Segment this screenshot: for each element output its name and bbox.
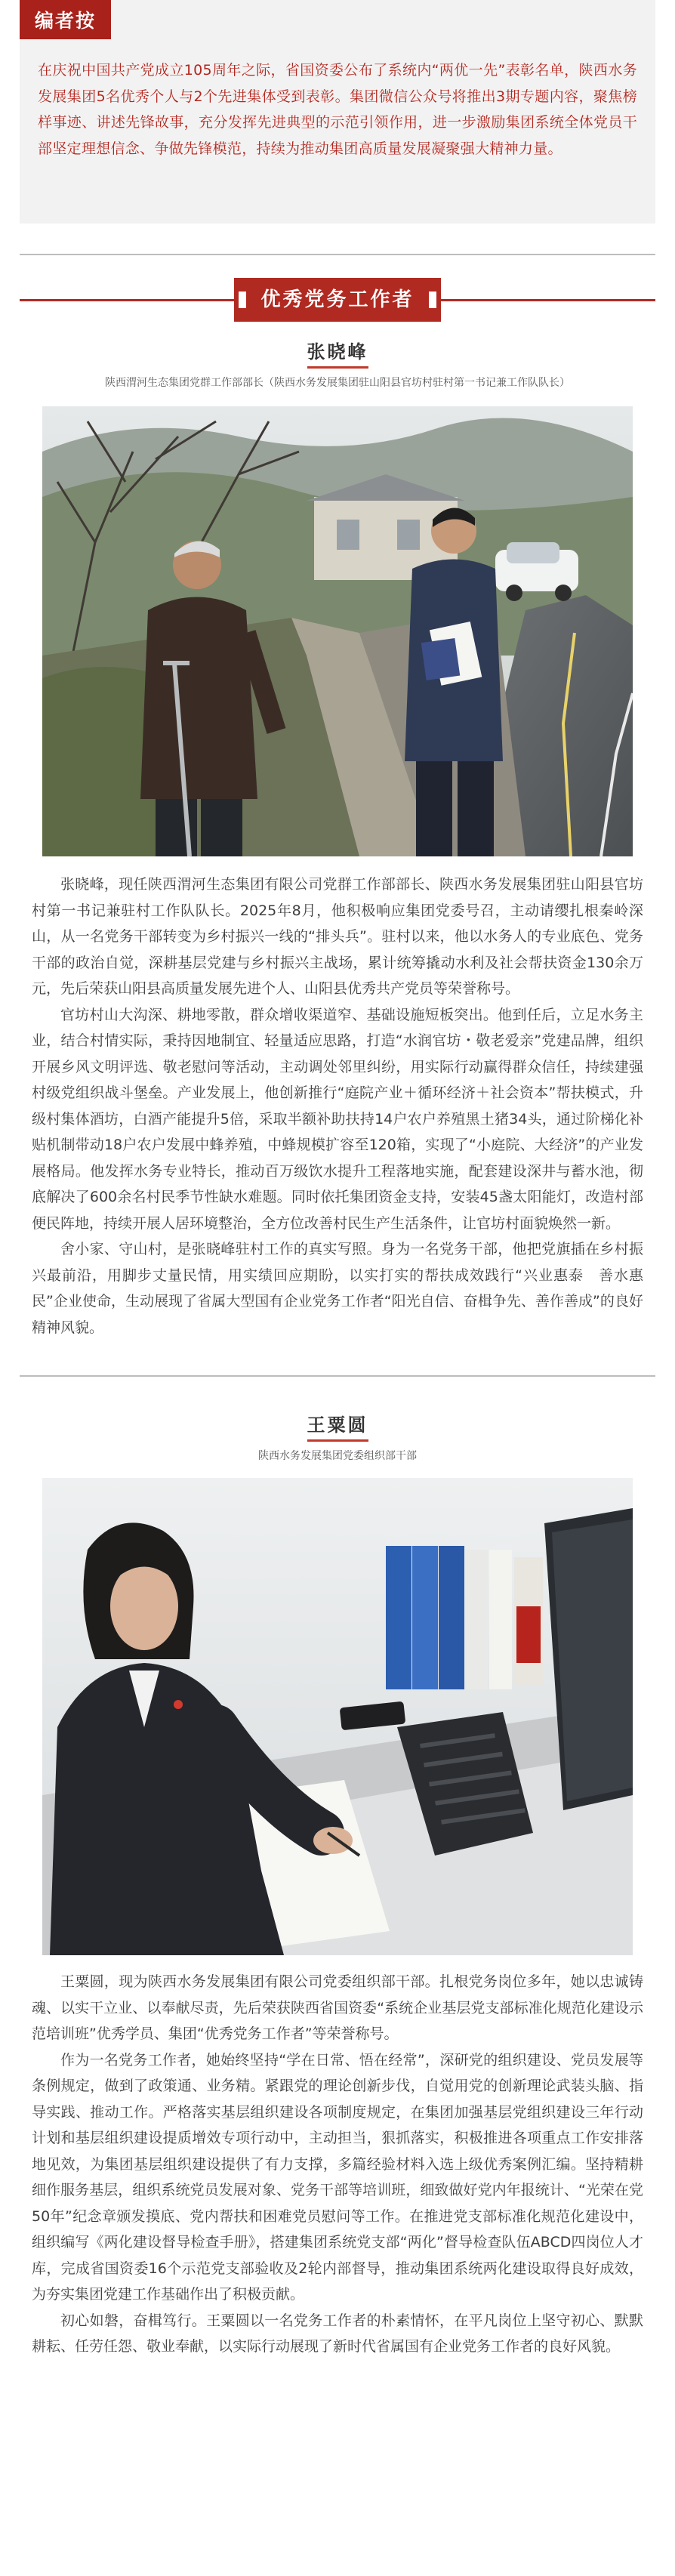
person-header <box>0 337 675 390</box>
editor-note <box>20 0 655 224</box>
section-divider <box>20 1375 655 1377</box>
person-role: 陕西水务发展集团党委组织部干部 <box>258 1450 417 1462</box>
person-name: 王粟圆 <box>307 1410 368 1442</box>
section-banner <box>0 269 675 335</box>
person-bio <box>32 872 643 1340</box>
person-photo <box>42 406 633 856</box>
person-role: 陕西渭河生态集团党群工作部部长（陕西水务发展集团驻山阳县官坊村驻村第一书记兼工作队队长） <box>105 377 570 389</box>
bio-paragraph: 张晓峰，现任陕西渭河生态集团有限公司党群工作部部长、陕西水务发展集团驻山阳县官坊村第一书记兼驻村工作队队长。2025年8月，他积极响应集团党委号召，主动请缨扎根秦岭深山，从一名党务干部转变为乡村振兴一线的“排头兵”。驻村以来，他以水务人的专业底色、党务干部的政治自觉，深耕基层党建与乡村振兴主战场，累计统筹撬动水利及社会帮扶资金130余万元，先后荣获山阳县高质量发展先进个人、山阳县优秀共产党员等荣誉称号。 <box>32 876 643 997</box>
editor-note-tag: 编者按 <box>20 0 111 39</box>
bio-paragraph: 王粟圆，现为陕西水务发展集团有限公司党委组织部干部。扎根党务岗位多年，她以忠诚铸魂、以实干立业、以奉献尽责，先后荣获陕西省国资委“系统企业基层党支部标准化规范化建设示范培训班”优秀学员、集团“优秀党务工作者”等荣誉称号。 <box>32 1973 643 2042</box>
page-bottom-spacer <box>0 2360 675 2375</box>
editor-note-text: 在庆祝中国共产党成立105周年之际，省国资委公布了系统内“两优一先”表彰名单，陕西水务发展集团5名优秀个人与2个先进集体受到表彰。集团微信公众号将推出3期专题内容，聚焦榜样事迹、讲述先锋故事，充分发挥先进典型的示范引领作用，进一步激励集团系统全体党员干部坚定理想信念、争做先锋模范，持续为推动集团高质量发展凝聚强大精神力量。 <box>38 62 637 157</box>
outdoor-visit-photo <box>42 406 633 856</box>
bio-paragraph: 初心如磐，奋楫笃行。王粟圆以一名党务工作者的朴素情怀，在平凡岗位上坚守初心、默默耕耘、任劳任怨、敬业奉献，以实际行动展现了新时代省属国有企业党务工作者的良好风貌。 <box>32 2312 643 2355</box>
person-bio <box>32 1969 643 2360</box>
bio-paragraph: 作为一名党务工作者，她始终坚持“学在日常、悟在经常”，深研党的组织建设、党员发展等条例规定，做到了政策通、业务精。紧跟党的理论创新步伐，自觉用党的创新理论武装头脑、指导实践、推动工作。严格落实基层组织建设各项制度规定，在集团加强基层党组织建设三年行动计划和基层组织建设提质增效专项行动中，主动担当，狠抓落实，积极推进各项重点工作安排落地见效，为集团基层组织建设提供了有力支撑，多篇经验材料入选上级优秀案例汇编。坚持精耕细作服务基层，组织系统党员发展对象、党务干部等培训班，细致做好党内年报统计、“光荣在党50年”纪念章颁发摸底、党内帮扶和困难党员慰问等工作。在推进党支部标准化规范化建设中，组织编写《两化建设督导检查手册》，搭建集团系统党支部“两化”督导检查队伍ABCD四岗位人才库，完成省国资委16个示范党支部验收及2轮内部督导，推动集团系统两化建设取得良好成效，为夯实集团党建工作基础作出了积极贡献。 <box>32 2051 643 2303</box>
person-photo <box>42 1478 633 1955</box>
bio-paragraph: 舍小家、守山村，是张晓峰驻村工作的真实写照。身为一名党务干部，他把党旗插在乡村振兴最前沿，用脚步丈量民情，用实绩回应期盼，以实打实的帮扶成效践行“兴业惠泰 善水惠民”企业使命，生动展现了省属大型国有企业党务工作者“阳光自信、奋楫争先、善作善成”的良好精神风貌。 <box>32 1241 643 1336</box>
bio-paragraph: 官坊村山大沟深、耕地零散，群众增收渠道窄、基础设施短板突出。他到任后，立足水务主业，结合村情实际，秉持因地制宜、轻量适应思路，打造“水润官坊・敬老爱亲”党建品牌，组织开展乡风文明评选、敬老慰问等活动，主动调处邻里纠纷，用实际行动赢得群众信任，持续建强村级党组织战斗堡垒。产业发展上，他创新推行“庭院产业＋循环经济＋社会资本”帮扶模式，升级村集体酒坊，白酒产能提升5倍，采取半额补助扶持14户农户养殖黑土猪34头，通过阶梯化补贴机制带动18户农户发展中蜂养殖，中蜂规模扩容至120箱，实现了“小庭院、大经济”的产业发展格局。他发挥水务专业特长，推动百万级饮水提升工程落地实施，配套建设深井与蓄水池，彻底解决了600余名村民季节性缺水难题。同时依托集团资金支持，安装45盏太阳能灯，改造村部便民阵地，持续开展人居环境整治，全方位改善村民生产生活条件，让官坊村面貌焕然一新。 <box>32 1006 643 1232</box>
section-divider <box>20 254 655 255</box>
person-header <box>0 1410 675 1463</box>
section-title: 优秀党务工作者 <box>234 278 441 322</box>
person-name: 张晓峰 <box>307 337 368 369</box>
office-work-photo <box>42 1478 633 1955</box>
